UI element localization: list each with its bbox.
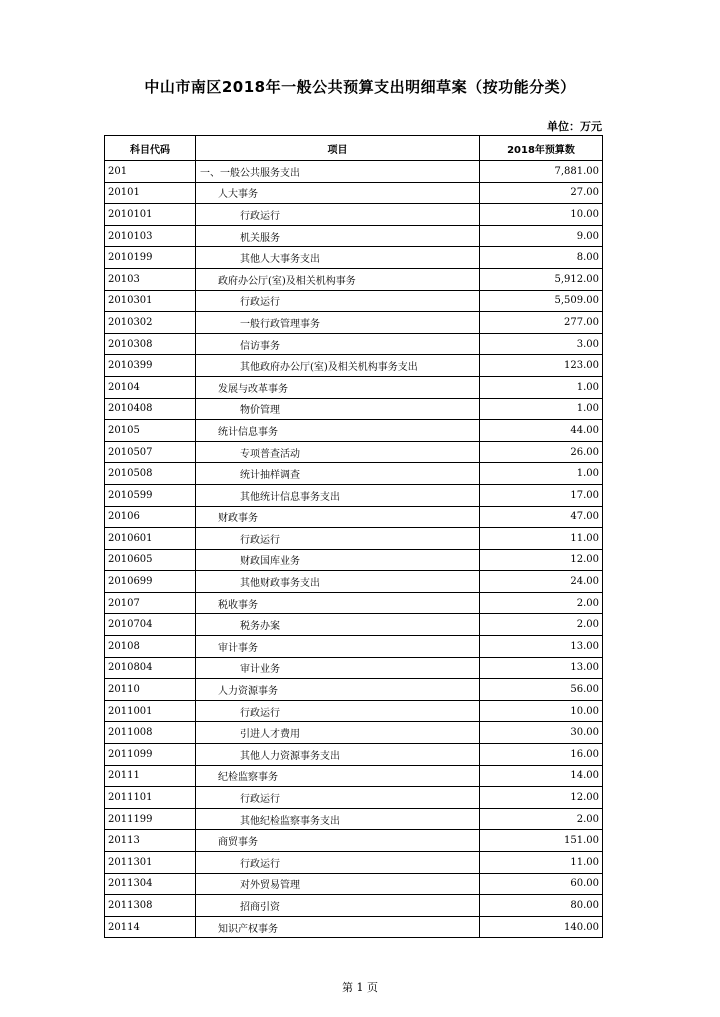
- row-code: 20114: [105, 916, 196, 938]
- table-row: [105, 355, 603, 377]
- table-row: [105, 636, 603, 658]
- row-code: 20111: [105, 765, 196, 787]
- row-amount: 123.00: [480, 355, 603, 377]
- table-row: [105, 247, 603, 269]
- row-code: 2011308: [105, 895, 196, 917]
- row-item-name: 专项普查活动: [196, 441, 480, 463]
- table-row: [105, 182, 603, 204]
- table-row: [105, 571, 603, 593]
- row-amount: 13.00: [480, 657, 603, 679]
- row-amount: 151.00: [480, 830, 603, 852]
- row-amount: 3.00: [480, 333, 603, 355]
- row-amount: 8.00: [480, 247, 603, 269]
- row-item-name: 行政运行: [196, 852, 480, 874]
- row-code: 20105: [105, 420, 196, 442]
- table-row: [105, 895, 603, 917]
- table-row: [105, 679, 603, 701]
- row-item-name: 人力资源事务: [196, 679, 480, 701]
- table-row: [105, 528, 603, 550]
- row-code: 201: [105, 161, 196, 183]
- table-header-row: [105, 136, 603, 161]
- table-row: [105, 722, 603, 744]
- row-amount: 9.00: [480, 225, 603, 247]
- row-code: 2010508: [105, 463, 196, 485]
- table-row: [105, 204, 603, 226]
- table-body: [105, 161, 603, 938]
- table-row: [105, 808, 603, 830]
- row-amount: 56.00: [480, 679, 603, 701]
- table-row: [105, 830, 603, 852]
- row-amount: 80.00: [480, 895, 603, 917]
- row-code: 20103: [105, 268, 196, 290]
- table-row: [105, 852, 603, 874]
- row-item-name: 信访事务: [196, 333, 480, 355]
- row-amount: 2.00: [480, 808, 603, 830]
- table-row: [105, 787, 603, 809]
- row-item-name: 审计业务: [196, 657, 480, 679]
- row-code: 2011199: [105, 808, 196, 830]
- table-row: [105, 657, 603, 679]
- table-row: [105, 312, 603, 334]
- row-amount: 11.00: [480, 528, 603, 550]
- row-amount: 2.00: [480, 592, 603, 614]
- table-row: [105, 873, 603, 895]
- row-item-name: 知识产权事务: [196, 916, 480, 938]
- row-item-name: 人大事务: [196, 182, 480, 204]
- row-amount: 13.00: [480, 636, 603, 658]
- row-item-name: 行政运行: [196, 528, 480, 550]
- row-amount: 5,912.00: [480, 268, 603, 290]
- row-amount: 11.00: [480, 852, 603, 874]
- row-amount: 1.00: [480, 463, 603, 485]
- budget-table: [104, 135, 603, 938]
- row-item-name: 财政国库业务: [196, 549, 480, 571]
- table-row: [105, 506, 603, 528]
- row-amount: 14.00: [480, 765, 603, 787]
- unit-label: 单位：万元: [547, 120, 602, 133]
- row-item-name: 物价管理: [196, 398, 480, 420]
- row-item-name: 其他人力资源事务支出: [196, 744, 480, 766]
- row-amount: 44.00: [480, 420, 603, 442]
- row-item-name: 对外贸易管理: [196, 873, 480, 895]
- table-row: [105, 398, 603, 420]
- row-code: 2010704: [105, 614, 196, 636]
- row-item-name: 其他政府办公厅(室)及相关机构事务支出: [196, 355, 480, 377]
- table-row: [105, 549, 603, 571]
- row-code: 2011001: [105, 700, 196, 722]
- row-amount: 2.00: [480, 614, 603, 636]
- row-amount: 26.00: [480, 441, 603, 463]
- table-row: [105, 484, 603, 506]
- row-code: 20108: [105, 636, 196, 658]
- row-code: 2010804: [105, 657, 196, 679]
- row-item-name: 税收事务: [196, 592, 480, 614]
- table-row: [105, 700, 603, 722]
- table-row: [105, 614, 603, 636]
- row-item-name: 行政运行: [196, 700, 480, 722]
- row-code: 2010308: [105, 333, 196, 355]
- row-item-name: 一、一般公共服务支出: [196, 161, 480, 183]
- row-item-name: 税务办案: [196, 614, 480, 636]
- header-amount: 2018年预算数: [480, 136, 603, 161]
- row-code: 2010103: [105, 225, 196, 247]
- row-amount: 30.00: [480, 722, 603, 744]
- row-amount: 12.00: [480, 549, 603, 571]
- row-code: 2011301: [105, 852, 196, 874]
- header-code: 科目代码: [105, 136, 196, 161]
- table-row: [105, 916, 603, 938]
- row-item-name: 其他人大事务支出: [196, 247, 480, 269]
- row-code: 2011099: [105, 744, 196, 766]
- row-code: 2010302: [105, 312, 196, 334]
- row-item-name: 统计信息事务: [196, 420, 480, 442]
- table-row: [105, 268, 603, 290]
- row-amount: 10.00: [480, 204, 603, 226]
- table-row: [105, 744, 603, 766]
- row-item-name: 一般行政管理事务: [196, 312, 480, 334]
- row-code: 2010408: [105, 398, 196, 420]
- row-code: 2010301: [105, 290, 196, 312]
- table-row: [105, 333, 603, 355]
- table-row: [105, 441, 603, 463]
- row-amount: 16.00: [480, 744, 603, 766]
- row-code: 20110: [105, 679, 196, 701]
- table-row: [105, 225, 603, 247]
- table-row: [105, 161, 603, 183]
- row-item-name: 其他统计信息事务支出: [196, 484, 480, 506]
- row-item-name: 发展与改革事务: [196, 376, 480, 398]
- row-code: 20106: [105, 506, 196, 528]
- row-item-name: 其他纪检监察事务支出: [196, 808, 480, 830]
- row-item-name: 行政运行: [196, 290, 480, 312]
- table-row: [105, 592, 603, 614]
- row-code: 2010601: [105, 528, 196, 550]
- row-amount: 17.00: [480, 484, 603, 506]
- row-item-name: 统计抽样调查: [196, 463, 480, 485]
- header-item: 项目: [196, 136, 480, 161]
- row-item-name: 行政运行: [196, 787, 480, 809]
- row-code: 2011008: [105, 722, 196, 744]
- row-code: 2010699: [105, 571, 196, 593]
- document-title: 中山市南区2018年一般公共预算支出明细草案（按功能分类）: [144, 78, 576, 96]
- row-amount: 5,509.00: [480, 290, 603, 312]
- row-item-name: 财政事务: [196, 506, 480, 528]
- row-amount: 27.00: [480, 182, 603, 204]
- row-amount: 140.00: [480, 916, 603, 938]
- row-amount: 47.00: [480, 506, 603, 528]
- row-code: 2010605: [105, 549, 196, 571]
- row-code: 2010199: [105, 247, 196, 269]
- table-row: [105, 463, 603, 485]
- row-item-name: 引进人才费用: [196, 722, 480, 744]
- table-row: [105, 420, 603, 442]
- table-row: [105, 290, 603, 312]
- row-amount: 10.00: [480, 700, 603, 722]
- row-item-name: 商贸事务: [196, 830, 480, 852]
- row-amount: 1.00: [480, 376, 603, 398]
- row-amount: 7,881.00: [480, 161, 603, 183]
- row-item-name: 机关服务: [196, 225, 480, 247]
- row-code: 2010599: [105, 484, 196, 506]
- row-amount: 24.00: [480, 571, 603, 593]
- row-item-name: 招商引资: [196, 895, 480, 917]
- row-item-name: 审计事务: [196, 636, 480, 658]
- row-item-name: 纪检监察事务: [196, 765, 480, 787]
- row-code: 20113: [105, 830, 196, 852]
- row-amount: 277.00: [480, 312, 603, 334]
- row-amount: 12.00: [480, 787, 603, 809]
- row-item-name: 行政运行: [196, 204, 480, 226]
- row-item-name: 其他财政事务支出: [196, 571, 480, 593]
- row-amount: 60.00: [480, 873, 603, 895]
- row-item-name: 政府办公厅(室)及相关机构事务: [196, 268, 480, 290]
- row-code: 20107: [105, 592, 196, 614]
- row-code: 2011304: [105, 873, 196, 895]
- row-code: 2010101: [105, 204, 196, 226]
- row-code: 2011101: [105, 787, 196, 809]
- table-row: [105, 765, 603, 787]
- row-amount: 1.00: [480, 398, 603, 420]
- row-code: 2010399: [105, 355, 196, 377]
- row-code: 20101: [105, 182, 196, 204]
- table-row: [105, 376, 603, 398]
- page-number: 第 1 页: [342, 981, 378, 994]
- row-code: 2010507: [105, 441, 196, 463]
- row-code: 20104: [105, 376, 196, 398]
